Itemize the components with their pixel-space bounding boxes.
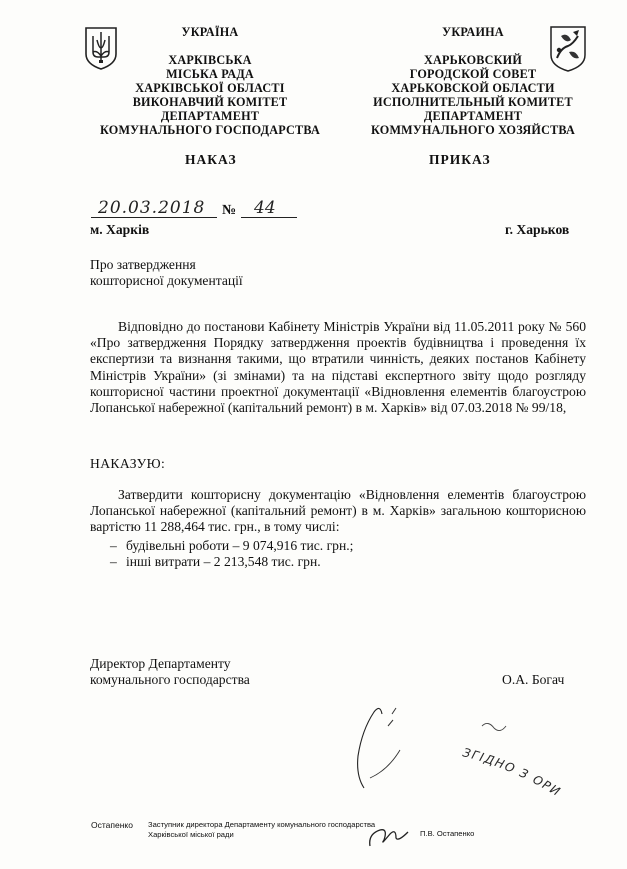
city-right: г. Харьков — [505, 222, 570, 237]
subject — [90, 257, 340, 289]
list-item — [110, 554, 550, 570]
footer-certifier-line: Заступник директора Департаменту комунального господарства — [148, 820, 376, 829]
header-right-line: ХАРЬКОВСКИЙ — [423, 53, 523, 67]
resolution-paragraph: Затвердити кошторисну документацію «Відновлення елементів благоустрою Лопанської набережної (капітальний ремонт) в м. Харків» загальною кошторисною вартістю 11 288,464 тис. грн., в тому числі: — [90, 487, 586, 535]
header-right-country: УКРАИНА — [442, 25, 504, 39]
subject-line: Про затвердження — [90, 257, 196, 272]
cost-items-list — [110, 538, 550, 570]
signature-position — [90, 656, 350, 688]
certification-stamp — [452, 716, 572, 808]
header-right-line: ИСПОЛНИТЕЛЬНЫЙ КОМИТЕТ — [373, 95, 573, 109]
list-item-dash: – — [110, 554, 117, 570]
footer-certifier-line: Харківської міської ради — [148, 830, 234, 839]
city-left: м. Харків — [90, 222, 150, 237]
header-right-line: ДЕПАРТАМЕНТ — [423, 109, 523, 123]
header-left-line: ХАРКІВСЬКОЇ ОБЛАСТІ — [135, 81, 285, 95]
footer-initials-scribble — [366, 816, 412, 852]
header-left-line: ДЕПАРТАМЕНТ — [160, 109, 260, 123]
signatory-name: О.А. Богач — [502, 672, 565, 687]
footer-author: Остапенко — [91, 820, 133, 830]
stamp-text: ЗГІДНО З ОРИ — [461, 745, 564, 800]
footer-certifier-name: П.В. Остапенко — [420, 829, 475, 838]
number-underline — [241, 217, 297, 218]
doc-type-left: НАКАЗ — [185, 152, 237, 167]
list-item-text: інші витрати – 2 213,548 тис. грн. — [126, 554, 321, 570]
list-item-text: будівельні роботи – 9 074,916 тис. грн.; — [126, 538, 354, 553]
svg-text:ЗГІДНО З ОРИГІНАЛОМ — [452, 716, 564, 799]
header-left-line: ХАРКІВСЬКА — [168, 53, 252, 67]
signature-scribble — [330, 690, 450, 800]
header-left-country: УКРАЇНА — [181, 25, 239, 39]
date-underline — [91, 217, 217, 218]
header-left-line: КОМУНАЛЬНОГО ГОСПОДАРСТВА — [100, 123, 320, 137]
signature-position-line: комунального господарства — [90, 672, 250, 688]
header-left-line: ВИКОНАВЧИЙ КОМІТЕТ — [132, 95, 288, 109]
preamble-paragraph: Відповідно до постанови Кабінету Міністрів України від 11.05.2011 року № 560 «Про затвердження Порядку затвердження проектів будівництва і проведення їх експертизи та визнання такими, що втратили чинність, деяких постанов Кабінету Міністрів України» (зі змінами) та на підставі експертного звіту щодо розгляду кошторисної частини проектної документації «Відновлення елементів благоустрою Лопанської набережної (капітальний ремонт) в м. Харків» від 07.03.2018 № 99/18, — [90, 319, 586, 416]
signature-position-line: Директор Департаменту — [90, 656, 231, 671]
footer-certifier-title — [148, 820, 388, 840]
number-sign: № — [222, 203, 237, 218]
header-right-line: ХАРЬКОВСКОЙ ОБЛАСТИ — [391, 81, 555, 95]
list-item — [110, 538, 550, 554]
doc-type-right: ПРИКАЗ — [429, 152, 491, 167]
header-right-line: ГОРОДСКОЙ СОВЕТ — [409, 67, 537, 81]
date-handwritten: 20.03.2018 — [98, 198, 206, 218]
header-right — [354, 25, 592, 137]
order-word: НАКАЗУЮ: — [90, 456, 166, 471]
header-right-line: КОММУНАЛЬНОГО ХОЗЯЙСТВА — [371, 123, 575, 137]
header-left — [100, 25, 320, 137]
number-handwritten: 44 — [254, 198, 276, 218]
subject-line: кошторисної документації — [90, 273, 243, 289]
header-left-line: МІСЬКА РАДА — [166, 67, 254, 81]
list-item-dash: – — [110, 538, 117, 553]
